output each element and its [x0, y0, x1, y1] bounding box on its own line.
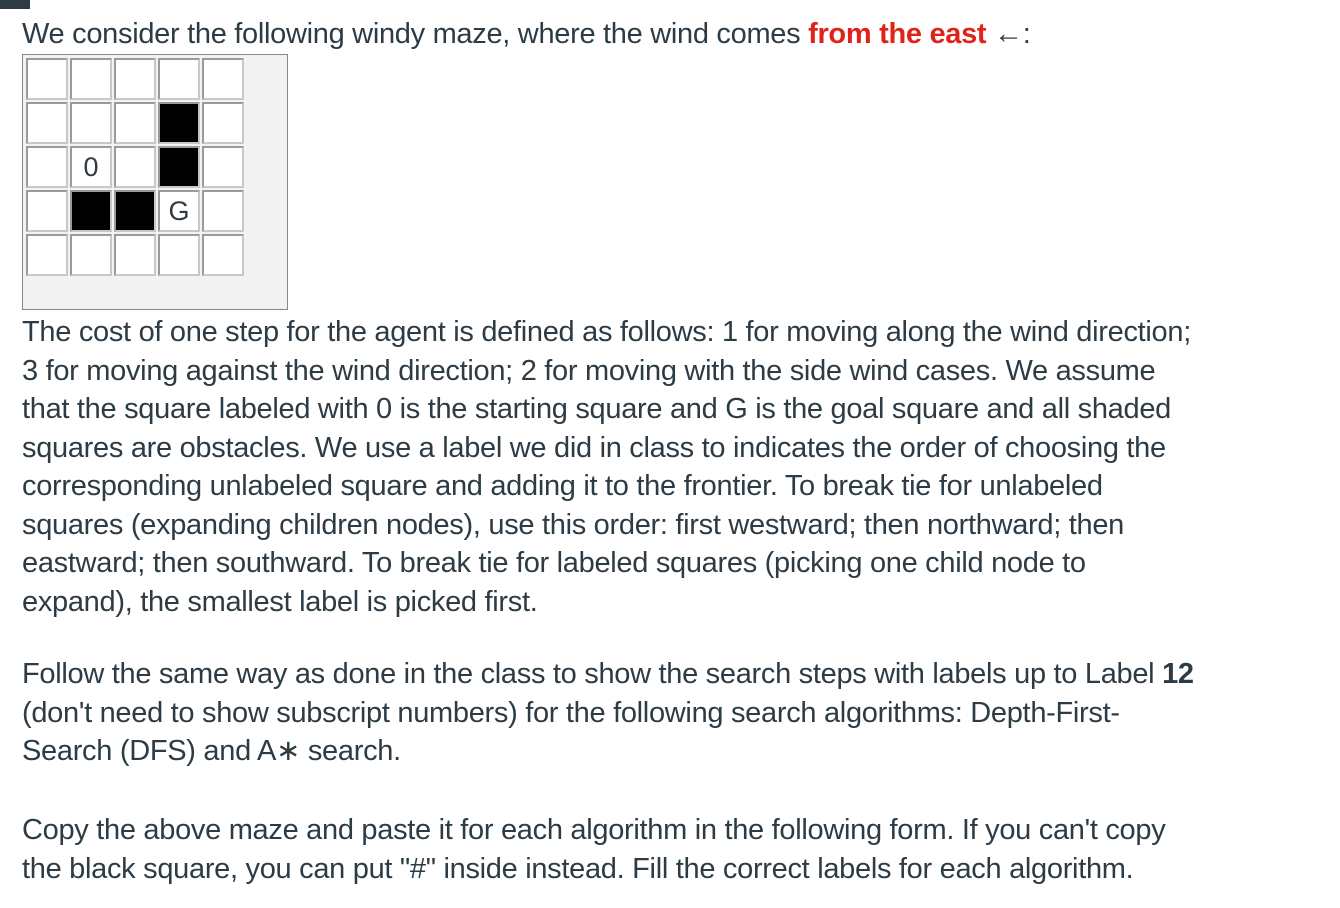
maze-cell-empty [114, 146, 156, 188]
maze-cell-empty [114, 234, 156, 276]
instructions-paragraph [22, 811, 1322, 888]
text-line: corresponding unlabeled square and adding it to the frontier. To break tie for unlabeled [22, 470, 1103, 502]
label-limit: 12 [1162, 658, 1194, 690]
text-line: eastward; then southward. To break tie for labeled squares (picking one child node to [22, 547, 1086, 579]
cost-rules-paragraph [22, 313, 1322, 621]
maze-table [24, 56, 246, 278]
maze-row [26, 102, 244, 144]
maze-cell-empty [114, 102, 156, 144]
maze-grid [22, 54, 288, 310]
maze-cell-empty [202, 146, 244, 188]
text-line: 3 for moving against the wind direction; 2 for moving with the side wind cases. We assume [22, 354, 1156, 387]
maze-cell-empty [202, 190, 244, 232]
maze-cell-goal: G [158, 190, 200, 232]
maze-cell-empty [158, 58, 200, 100]
maze-cell-empty [26, 58, 68, 100]
maze-cell-empty [26, 146, 68, 188]
text-line: Follow the same way as done in the class to show the search steps with labels up to Label [22, 658, 1163, 690]
maze-row [26, 190, 244, 232]
maze-cell-wall [114, 190, 156, 232]
text-line: the black square, you can put "#" inside instead. Fill the correct labels for each algorithm. [22, 852, 1134, 885]
maze-cell-empty [202, 58, 244, 100]
text-line: expand), the smallest label is picked first. [22, 585, 538, 618]
text-line: The cost of one step for the agent is defined as follows: 1 for moving along the wind direction; [22, 316, 1191, 348]
text-line: (don't need to show subscript numbers) for the following search algorithms: Depth-First- [22, 696, 1120, 729]
maze-cell-empty [26, 234, 68, 276]
left-arrow-icon: ← [986, 18, 1023, 50]
maze-cell-empty [26, 102, 68, 144]
maze-cell-wall [158, 146, 200, 188]
maze-row [26, 58, 244, 100]
maze-cell-empty [70, 58, 112, 100]
text-line: Search (DFS) and A∗ search. [22, 735, 401, 767]
text-line: squares (expanding children nodes), use this order: first westward; then northward; then [22, 508, 1124, 541]
intro-sentence [22, 15, 1031, 53]
maze-cell-wall [158, 102, 200, 144]
intro-tail: : [1022, 18, 1031, 50]
wind-direction-phrase: from the east [808, 18, 987, 50]
maze-cell-start: 0 [70, 146, 112, 188]
maze-row [26, 234, 244, 276]
maze-cell-empty [70, 102, 112, 144]
text-line: that the square labeled with 0 is the starting square and G is the goal square and all shaded [22, 393, 1171, 425]
text-line: squares are obstacles. We use a label we did in class to indicates the order of choosing the [22, 431, 1166, 464]
maze-cell-empty [26, 190, 68, 232]
maze-cell-empty [114, 58, 156, 100]
maze-cell-wall [70, 190, 112, 232]
maze-cell-empty [158, 234, 200, 276]
maze-cell-empty [202, 234, 244, 276]
maze-cell-empty [202, 102, 244, 144]
intro-lead: We consider the following windy maze, where the wind comes [22, 18, 809, 50]
maze-row [26, 146, 244, 188]
top-left-marker [0, 0, 30, 9]
maze-cell-empty [70, 234, 112, 276]
task-paragraph [22, 655, 1322, 771]
text-line: Copy the above maze and paste it for each algorithm in the following form. If you can't copy [22, 814, 1166, 846]
